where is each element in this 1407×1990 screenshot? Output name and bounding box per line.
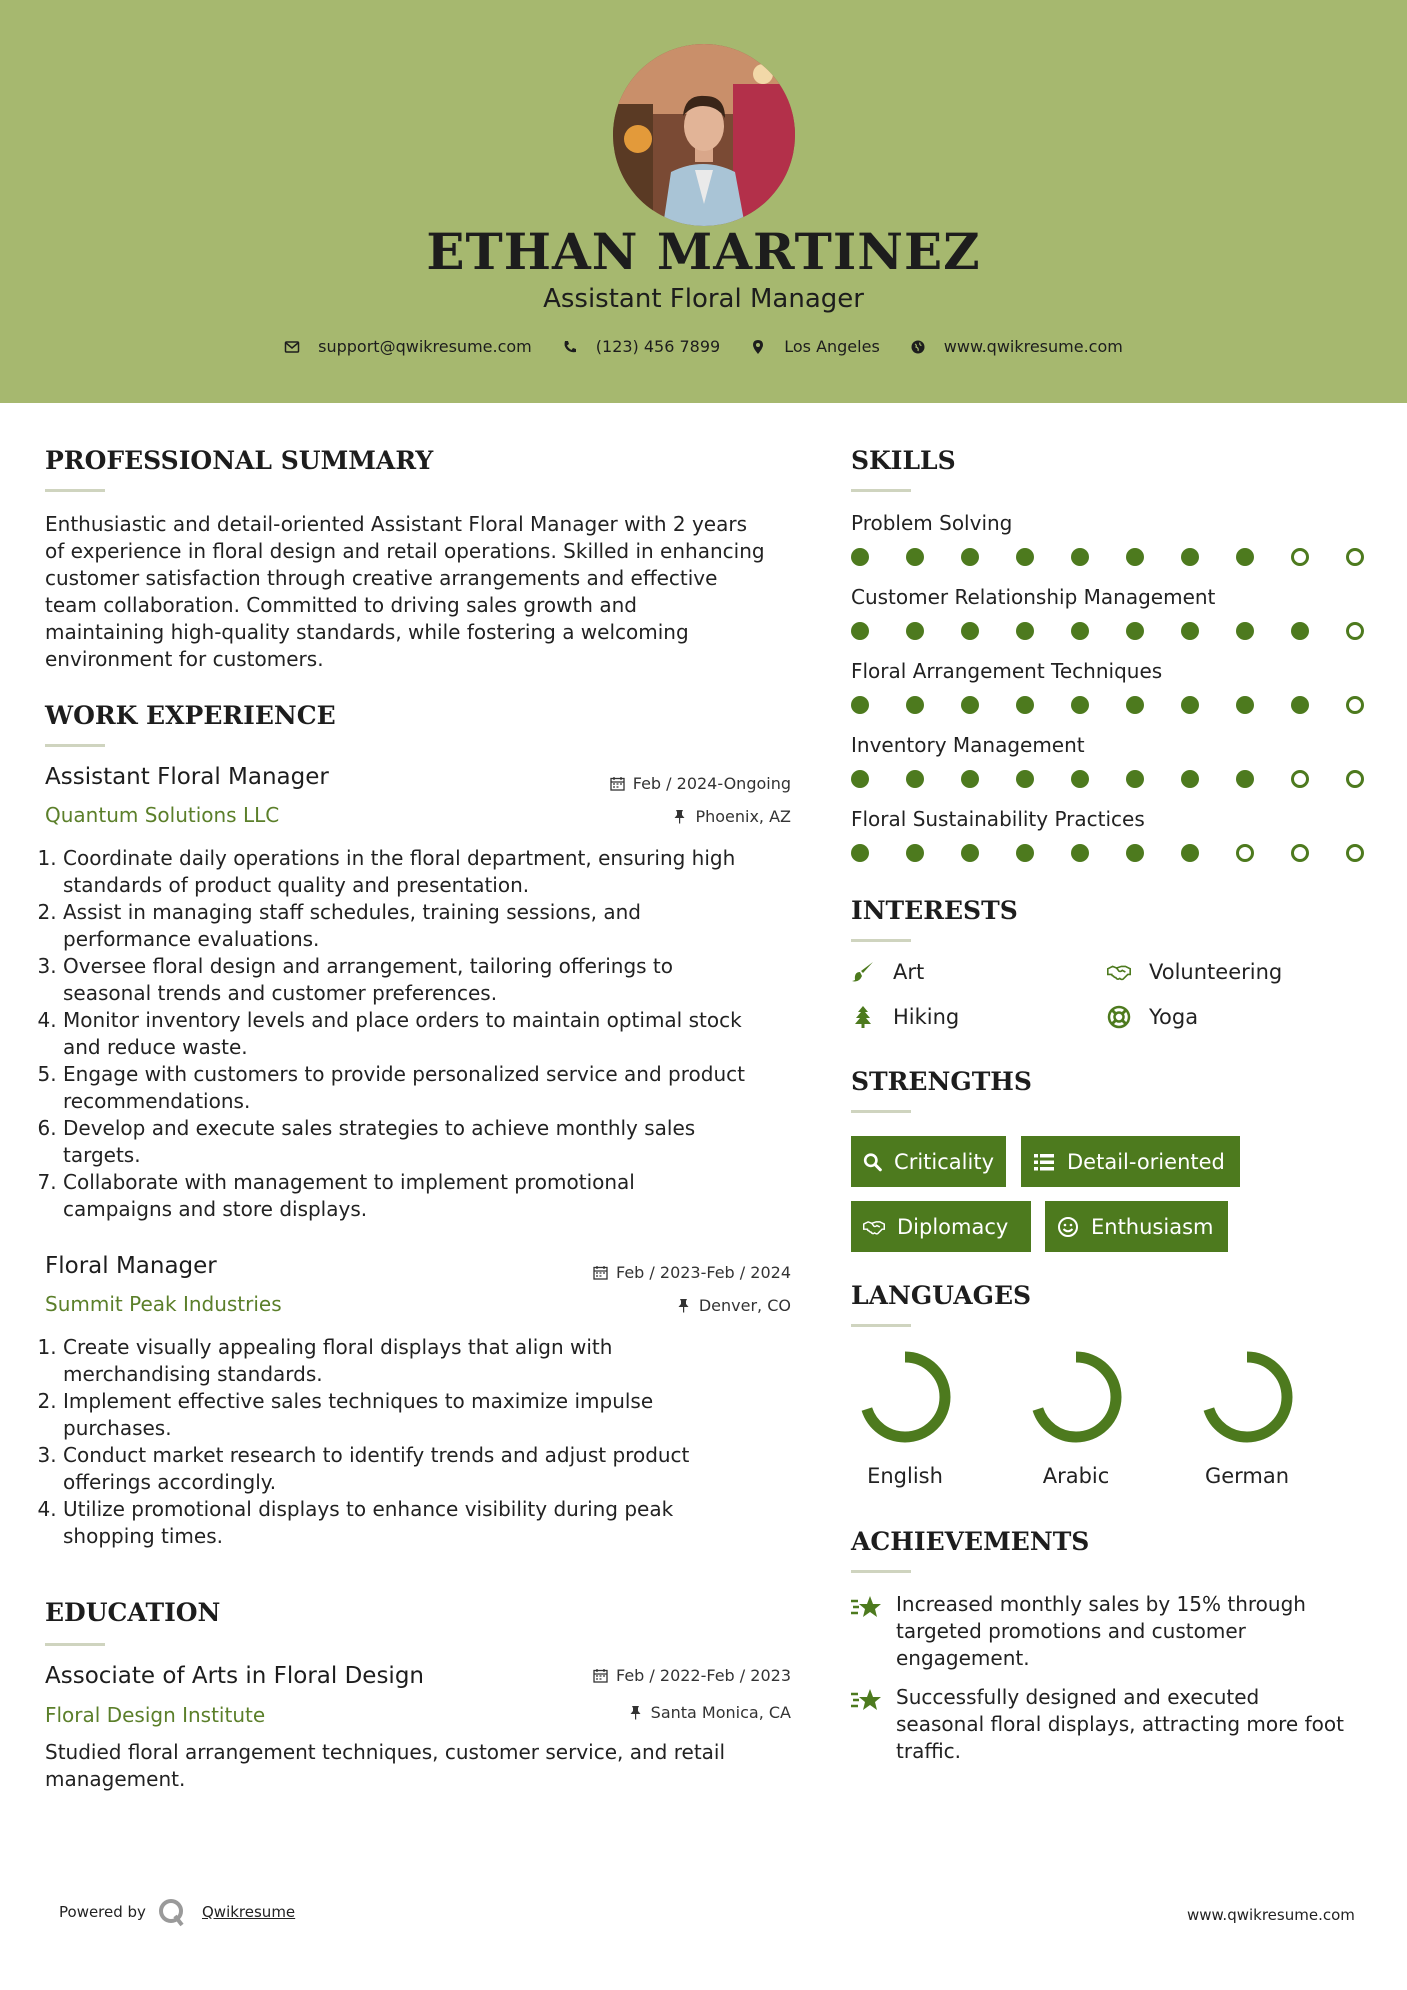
- search-icon: [863, 1151, 882, 1173]
- handshake-icon: [1107, 960, 1131, 984]
- job-company: Summit Peak Industries: [45, 1292, 282, 1316]
- rating-dot-filled: [1016, 696, 1034, 714]
- duty-item: 3. Conduct market research to identify trends and adjust product offerings accordingly.: [63, 1442, 823, 1496]
- education-line: management.: [45, 1767, 186, 1791]
- pushpin-icon: [676, 1298, 691, 1313]
- job-date: [593, 1263, 791, 1282]
- languages-heading: LANGUAGES: [851, 1281, 1032, 1310]
- rating-dot-filled: [1016, 622, 1034, 640]
- rating-dot-filled: [1126, 770, 1144, 788]
- summary-text: [45, 511, 805, 673]
- job-duties-list: [45, 845, 823, 1223]
- tree-icon: [851, 1005, 875, 1029]
- strength-label: Diplomacy: [897, 1214, 1009, 1239]
- language-level-arc: [865, 1357, 945, 1437]
- strength-badge: [851, 1136, 1006, 1187]
- summary-line: customer satisfaction through creative arrangements and effective: [45, 566, 718, 590]
- duty-item: 3. Oversee floral design and arrangement, tailoring offerings to seasonal trends and customer preferences.: [63, 953, 823, 1007]
- education-heading: EDUCATION: [45, 1598, 221, 1627]
- strength-badge: [851, 1201, 1031, 1252]
- rating-dot-filled: [906, 622, 924, 640]
- strength-badge: [1045, 1201, 1228, 1252]
- language-label: English: [867, 1464, 943, 1488]
- rating-dot-empty: [1346, 770, 1364, 788]
- rating-dot-filled: [1181, 770, 1199, 788]
- rating-dot-filled: [906, 770, 924, 788]
- duty-item: 1. Create visually appealing floral displays that align with merchandising standards.: [63, 1334, 823, 1388]
- rating-dot-filled: [1016, 548, 1034, 566]
- contact-location: [750, 337, 880, 356]
- rating-dot-filled: [1126, 548, 1144, 566]
- rating-dot-empty: [1236, 844, 1254, 862]
- pushpin-icon: [628, 1705, 643, 1720]
- job-company: Quantum Solutions LLC: [45, 803, 280, 827]
- strengths-heading: STRENGTHS: [851, 1067, 1032, 1096]
- strength-badge: [1021, 1136, 1240, 1187]
- language-progress-ring: [1201, 1351, 1293, 1443]
- language-level-arc: [1207, 1357, 1287, 1437]
- rating-dot-filled: [1236, 622, 1254, 640]
- job-title: Floral Manager: [45, 1253, 217, 1279]
- rating-dot-filled: [851, 696, 869, 714]
- footer-site-url: www.qwikresume.com: [1187, 1906, 1355, 1924]
- interest-label: Art: [893, 960, 925, 984]
- envelope-icon: [284, 339, 300, 355]
- rating-dot-filled: [851, 548, 869, 566]
- education-date: [593, 1666, 791, 1685]
- rating-dot-filled: [961, 622, 979, 640]
- summary-line: environment for customers.: [45, 647, 324, 671]
- rating-dot-filled: [1071, 844, 1089, 862]
- rating-dot-filled: [961, 696, 979, 714]
- rating-dot-filled: [1071, 770, 1089, 788]
- rating-dot-filled: [906, 548, 924, 566]
- rating-dot-filled: [1291, 696, 1309, 714]
- rating-dot-filled: [1181, 622, 1199, 640]
- skill-label: Floral Arrangement Techniques: [851, 659, 1163, 683]
- experience-heading: WORK EXPERIENCE: [45, 701, 336, 730]
- phone-icon: [562, 339, 578, 355]
- language-label: German: [1204, 1464, 1290, 1488]
- rating-dot-filled: [851, 844, 869, 862]
- summary-heading: PROFESSIONAL SUMMARY: [45, 446, 434, 475]
- interests-rule: [851, 939, 911, 942]
- contact-bar: [0, 337, 1407, 356]
- lifebuoy-icon: [1107, 1005, 1131, 1029]
- summary-line: of experience in floral design and retail operations. Skilled in enhancing: [45, 539, 765, 563]
- rating-dot-empty: [1291, 770, 1309, 788]
- handshake-icon: [863, 1216, 885, 1238]
- language-label: Arabic: [1042, 1464, 1110, 1488]
- education-location-text: Santa Monica, CA: [650, 1703, 791, 1722]
- skill-rating: [851, 696, 1401, 714]
- rating-dot-filled: [1016, 844, 1034, 862]
- rating-dot-filled: [1071, 622, 1089, 640]
- rating-dot-filled: [906, 696, 924, 714]
- experience-rule: [45, 744, 105, 747]
- job-title: Assistant Floral Manager: [45, 764, 329, 790]
- achievements-rule: [851, 1570, 911, 1573]
- rating-dot-empty: [1346, 622, 1364, 640]
- interest-item: [1107, 960, 1282, 984]
- contact-phone-text: (123) 456 7899: [595, 337, 721, 356]
- candidate-name: ETHAN MARTINEZ: [426, 222, 981, 281]
- achievements-heading: ACHIEVEMENTS: [851, 1527, 1090, 1556]
- skill-label: Floral Sustainability Practices: [851, 807, 1145, 831]
- contact-website[interactable]: [910, 337, 1123, 356]
- rating-dot-filled: [1071, 548, 1089, 566]
- qwikresume-logo-icon: [158, 1898, 186, 1928]
- duty-item: 4. Utilize promotional displays to enhance visibility during peak shopping times.: [63, 1496, 823, 1550]
- interest-label: Volunteering: [1149, 960, 1283, 984]
- education-date-text: Feb / 2022-Feb / 2023: [616, 1666, 791, 1685]
- rating-dot-empty: [1346, 548, 1364, 566]
- list-icon: [1033, 1151, 1055, 1173]
- interests-heading: INTERESTS: [851, 896, 1018, 925]
- rating-dot-filled: [1181, 548, 1199, 566]
- education-line: Studied floral arrangement techniques, customer service, and retail: [45, 1740, 726, 1764]
- job-location-text: Phoenix, AZ: [695, 807, 791, 826]
- rating-dot-filled: [1126, 844, 1144, 862]
- rating-dot-filled: [1126, 622, 1144, 640]
- skills-heading: SKILLS: [851, 446, 956, 475]
- rating-dot-filled: [1181, 696, 1199, 714]
- avatar: [613, 44, 795, 226]
- rating-dot-filled: [961, 770, 979, 788]
- school-name: Floral Design Institute: [45, 1703, 266, 1727]
- contact-email[interactable]: [284, 337, 532, 356]
- language-level-arc: [1036, 1357, 1116, 1437]
- interest-label: Hiking: [893, 1005, 960, 1029]
- smile-icon: [1057, 1216, 1079, 1238]
- skill-rating: [851, 622, 1401, 640]
- rating-dot-filled: [906, 844, 924, 862]
- contact-email-text: support@qwikresume.com: [318, 337, 532, 356]
- rating-dot-filled: [1071, 696, 1089, 714]
- duty-item: 1. Coordinate daily operations in the floral department, ensuring high standards of product quality and presentation.: [63, 845, 823, 899]
- rating-dot-empty: [1291, 844, 1309, 862]
- rating-dot-filled: [1016, 770, 1034, 788]
- pushpin-icon: [672, 809, 687, 824]
- strengths-rule: [851, 1110, 911, 1113]
- rating-dot-filled: [1236, 548, 1254, 566]
- summary-line: team collaboration. Committed to driving sales growth and: [45, 593, 637, 617]
- strength-label: Enthusiasm: [1091, 1214, 1214, 1239]
- rating-dot-filled: [1126, 696, 1144, 714]
- interest-item: [1107, 1005, 1198, 1029]
- rating-dot-filled: [961, 548, 979, 566]
- skills-rule: [851, 489, 911, 492]
- contact-phone[interactable]: [562, 337, 720, 356]
- duty-item: 5. Engage with customers to provide personalized service and product recommendations.: [63, 1061, 823, 1115]
- skill-label: Problem Solving: [851, 511, 1013, 535]
- language-progress-ring: [859, 1351, 951, 1443]
- duty-item: 4. Monitor inventory levels and place orders to maintain optimal stock and reduce waste.: [63, 1007, 823, 1061]
- rating-dot-empty: [1346, 696, 1364, 714]
- contact-location-text: Los Angeles: [784, 337, 880, 356]
- rating-dot-filled: [1236, 696, 1254, 714]
- strength-label: Criticality: [894, 1149, 994, 1174]
- star-medal-icon: [850, 1593, 884, 1623]
- skill-label: Inventory Management: [851, 733, 1085, 757]
- star-medal-icon: [850, 1686, 884, 1716]
- duty-item: 6. Develop and execute sales strategies to achieve monthly sales targets.: [63, 1115, 823, 1169]
- rating-dot-filled: [1181, 844, 1199, 862]
- achievement-item: Increased monthly sales by 15% through targeted promotions and customer engagement.: [896, 1592, 1306, 1670]
- education-location: [628, 1703, 791, 1722]
- map-marker-icon: [750, 339, 766, 355]
- powered-by-text: Powered by: [59, 1903, 146, 1921]
- skill-label: Customer Relationship Management: [851, 585, 1216, 609]
- interest-label: Yoga: [1149, 1005, 1199, 1029]
- language-progress-ring: [1030, 1351, 1122, 1443]
- skill-rating: [851, 548, 1401, 566]
- job-location-text: Denver, CO: [698, 1296, 791, 1315]
- job-location: [676, 1296, 791, 1315]
- duty-item: 2. Assist in managing staff schedules, training sessions, and performance evaluations.: [63, 899, 823, 953]
- interest-item: [851, 1005, 959, 1029]
- skill-rating: [851, 844, 1401, 862]
- job-location: [672, 807, 791, 826]
- candidate-role: Assistant Floral Manager: [543, 284, 864, 314]
- rating-dot-filled: [961, 844, 979, 862]
- job-date: [610, 774, 791, 793]
- calendar-icon: [610, 776, 625, 791]
- contact-website-text: www.qwikresume.com: [943, 337, 1123, 356]
- duty-item: 2. Implement effective sales techniques to maximize impulse purchases.: [63, 1388, 823, 1442]
- rating-dot-empty: [1291, 548, 1309, 566]
- rating-dot-filled: [851, 770, 869, 788]
- skill-rating: [851, 770, 1401, 788]
- job-date-text: Feb / 2023-Feb / 2024: [616, 1263, 791, 1282]
- summary-rule: [45, 489, 105, 492]
- education-rule: [45, 1643, 105, 1646]
- rating-dot-filled: [1236, 770, 1254, 788]
- globe-icon: [910, 339, 926, 355]
- achievement-item: Successfully designed and executed seasonal floral displays, attracting more foot traffic.: [896, 1685, 1344, 1763]
- calendar-icon: [593, 1668, 608, 1683]
- summary-line: maintaining high-quality standards, while fostering a welcoming: [45, 620, 689, 644]
- languages-rule: [851, 1324, 911, 1327]
- rating-dot-filled: [851, 622, 869, 640]
- calendar-icon: [593, 1265, 608, 1280]
- job-duties-list: [45, 1334, 823, 1550]
- rating-dot-filled: [1291, 622, 1309, 640]
- summary-line: Enthusiastic and detail-oriented Assistant Floral Manager with 2 years: [45, 512, 747, 536]
- qwikresume-link[interactable]: Qwikresume: [202, 1903, 296, 1921]
- rating-dot-empty: [1346, 844, 1364, 862]
- strength-label: Detail-oriented: [1067, 1149, 1225, 1174]
- paintbrush-icon: [851, 960, 875, 984]
- duty-item: 7. Collaborate with management to implement promotional campaigns and store displays.: [63, 1169, 823, 1223]
- education-text: [45, 1739, 805, 1793]
- job-date-text: Feb / 2024-Ongoing: [632, 774, 791, 793]
- interest-item: [851, 960, 924, 984]
- header-banner: [0, 0, 1407, 403]
- degree-title: Associate of Arts in Floral Design: [45, 1663, 424, 1689]
